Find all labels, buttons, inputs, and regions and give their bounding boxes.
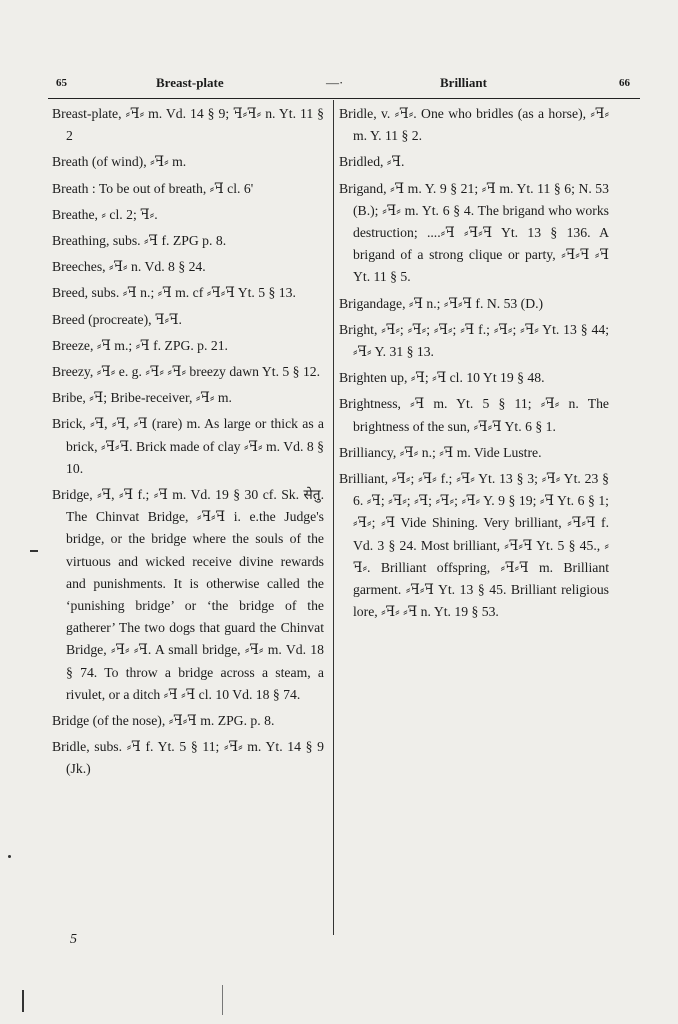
entry-bridle-subs: Bridle, subs. ⸗ꟻ f. Yt. 5 § 11; ⸗ꟻ⸗ m. Yt. 14 § 9 (Jk.) <box>52 739 324 777</box>
entry-breeze: Breeze, ⸗ꟻ m.; ⸗ꟻ f. ZPG. p. 21. <box>52 337 228 353</box>
entry-bridle-verb: Bridle, v. ⸗ꟻ⸗. One who bridles (as a horse), ⸗ꟻ⸗ m. Y. 11 § 2. <box>339 106 609 144</box>
entry-brilliant: Brilliant, ⸗ꟻ⸗; ⸗ꟻ⸗ f.; ⸗ꟻ⸗ Yt. 13 § 3; ⸗ꟻ⸗ Yt. 23 § 6. ⸗ꟻ; ⸗ꟻ⸗; ⸗ꟻ; ⸗ꟻ⸗; ⸗ꟻ⸗ Y. 9 § 19; ⸗ꟻ Yt. 6 § 1; ⸗ꟻ⸗; ⸗ꟻ Vide Shining. Very brilliant, ⸗ꟻ⸗ꟻ f. Vd. 3 § 24. Most brilliant, ⸗ꟻ⸗ꟻ Yt. 5 § 45., ⸗ꟻ⸗. Brilliant offspring, ⸗ꟻ⸗ꟻ m. Brilliant garment. ⸗ꟻ⸗ꟻ Yt. 13 § 45. Brilliant religious lore, ⸗ꟻ⸗ ⸗ꟻ n. Yt. 19 § 53. <box>339 471 609 620</box>
right-running-title: Brilliant <box>440 75 487 90</box>
bottom-edge-stroke <box>22 990 24 1012</box>
bottom-center-stroke <box>222 985 223 1015</box>
signature-mark: 5 <box>70 932 77 947</box>
entry-breed-procreate: Breed (procreate), ꟻ⸗ꟻ. <box>52 311 182 327</box>
running-header <box>48 73 640 95</box>
header-rule <box>48 98 640 99</box>
entry-breath-wind: Breath (of wind), ⸗ꟻ⸗ m. <box>52 154 187 170</box>
entry-brick: Brick, ⸗ꟻ, ⸗ꟻ, ⸗ꟻ (rare) m. As large or thick as a brick, ⸗ꟻ⸗ꟻ. Brick made of clay ⸗ꟻ⸗ m. Vd. 8 § 10. <box>52 416 324 476</box>
left-column <box>52 103 324 785</box>
entry-out-of-breath: Breath : To be out of breath, ⸗ꟻ cl. 6' <box>52 180 254 196</box>
entry-bridge: Bridge, ⸗ꟻ, ⸗ꟻ f.; ⸗ꟻ m. Vd. 19 § 30 cf. Sk. सेतु. The Chinvat Bridge, ⸗ꟻ⸗ꟻ i. e.the Judge's bridge, or the bridge where the souls of the virtuous and wicked receive divine rewards and punishments. It is otherwise called the ‘punishing bridge’ or ‘the bridge of the gatherer’ The two dogs that guard the Chinvat Bridge, ⸗ꟻ⸗ ⸗ꟻ. A small bridge, ⸗ꟻ⸗ m. Vd. 18 § 74. To throw a bridge across a steam, a rivulet, or a ditch ⸗ꟻ ⸗ꟻ cl. 10 Vd. 18 § 74. <box>52 487 324 702</box>
right-column <box>339 103 609 627</box>
header-separator: —· <box>326 75 344 90</box>
entry-breezy: Breezy, ⸗ꟻ⸗ e. g. ⸗ꟻ⸗ ⸗ꟻ⸗ breezy dawn Yt. 5 § 12. <box>52 364 321 380</box>
entry-breeches: Breeches, ⸗ꟻ⸗ n. Vd. 8 § 24. <box>52 259 206 275</box>
column-divider <box>333 100 334 935</box>
left-page-number: 65 <box>56 77 67 89</box>
entry-breathe: Breathe, ⸗ cl. 2; ꟻ⸗. <box>52 206 158 222</box>
entry-bridge-nose: Bridge (of the nose), ⸗ꟻ⸗ꟻ m. ZPG. p. 8. <box>52 713 275 729</box>
entry-brigand: Brigand, ⸗ꟻ m. Y. 9 § 21; ⸗ꟻ m. Yt. 11 § 6; N. 53 (B.); ⸗ꟻ⸗ m. Yt. 6 § 4. The brigand who works destruction; ....⸗ꟻ ⸗ꟻ⸗ꟻ Yt. 13 § 136. A brigand of a strong clique or party, ⸗ꟻ⸗ꟻ ⸗ꟻ Yt. 11 § 5. <box>339 180 609 285</box>
entry-breathing: Breathing, subs. ⸗ꟻ f. ZPG p. 8. <box>52 233 227 249</box>
entry-brightness: Brightness, ⸗ꟻ m. Yt. 5 § 11; ⸗ꟻ⸗ n. The brightness of the sun, ⸗ꟻ⸗ꟻ Yt. 6 § 1. <box>339 396 609 434</box>
margin-dash-mark <box>30 550 38 552</box>
entry-brighten-up: Brighten up, ⸗ꟻ; ⸗ꟻ cl. 10 Yt 19 § 48. <box>339 370 545 386</box>
entry-brigandage: Brigandage, ⸗ꟻ n.; ⸗ꟻ⸗ꟻ f. N. 53 (D.) <box>339 295 544 311</box>
entry-bridled: Bridled, ⸗ꟻ. <box>339 154 405 170</box>
entry-bright: Bright, ⸗ꟻ⸗; ⸗ꟻ⸗; ⸗ꟻ⸗; ⸗ꟻ f.; ⸗ꟻ⸗; ⸗ꟻ⸗ Yt. 13 § 44; ⸗ꟻ⸗ Y. 31 § 13. <box>339 321 609 360</box>
left-running-title: Breast-plate <box>156 75 224 90</box>
right-page-number: 66 <box>619 77 630 89</box>
entry-brilliancy: Brilliancy, ⸗ꟻ⸗ n.; ⸗ꟻ m. Vide Lustre. <box>339 444 542 460</box>
entry-bribe: Bribe, ⸗ꟻ; Bribe-receiver, ⸗ꟻ⸗ m. <box>52 390 232 406</box>
entry-breast-plate: Breast-plate, ⸗ꟻ⸗ m. Vd. 14 § 9; ꟻ⸗ꟻ⸗ n. Yt. 11 § 2 <box>52 106 324 144</box>
margin-dot-mark <box>8 855 11 858</box>
entry-breed: Breed, subs. ⸗ꟻ n.; ⸗ꟻ m. cf ⸗ꟻ⸗ꟻ Yt. 5 § 13. <box>52 285 296 301</box>
